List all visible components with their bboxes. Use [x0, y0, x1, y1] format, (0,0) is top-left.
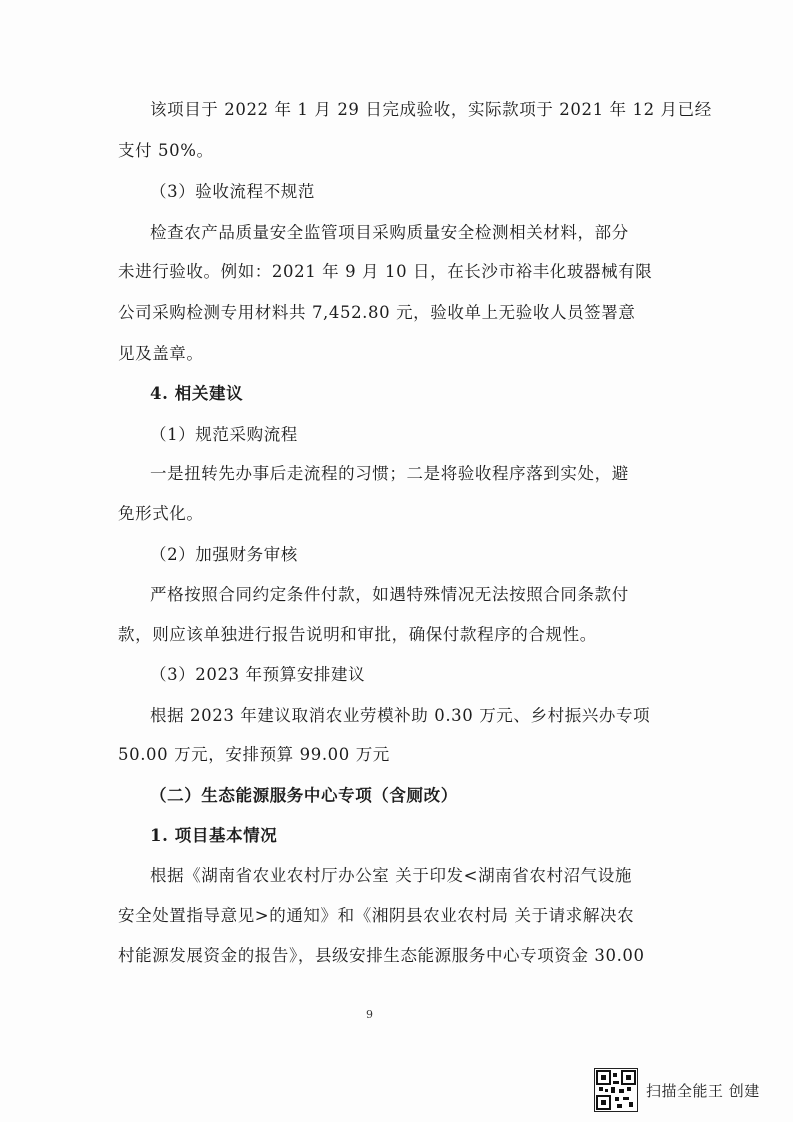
page-number: 9	[366, 1008, 373, 1021]
subsection-heading: （3）2023 年预算安排建议	[150, 665, 366, 684]
paragraph-line: 根据《湖南省农业农村厅办公室 关于印发<湖南省农村沼气设施	[150, 866, 632, 885]
brand-text: 扫描全能王 创建	[646, 1081, 760, 1100]
subsection-heading: （2）加强财务审核	[150, 545, 298, 564]
qr-code-icon	[594, 1068, 638, 1112]
paragraph-line: 未进行验收。例如：2021 年 9 月 10 日，在长沙市裕丰化玻器械有限	[118, 262, 653, 281]
paragraph-line: 公司采购检测专用材料共 7,452.80 元，验收单上无验收人员签署意	[118, 303, 636, 322]
paragraph-line: 免形式化。	[118, 504, 204, 523]
paragraph-line: 根据 2023 年建议取消农业劳模补助 0.30 万元、乡村振兴办专项	[150, 706, 651, 725]
section-heading: 1. 项目基本情况	[150, 826, 278, 845]
paragraph-line: 见及盖章。	[118, 344, 204, 363]
paragraph-line: 检查农产品质量安全监管项目采购质量安全检测相关材料，部分	[150, 223, 629, 242]
paragraph-line: 50.00 万元，安排预算 99.00 万元	[118, 745, 390, 764]
section-heading: 4. 相关建议	[150, 384, 244, 403]
paragraph-line: 安全处置指导意见>的通知》和《湘阴县农业农村局 关于请求解决农	[118, 906, 635, 925]
subsection-heading: （1）规范采购流程	[150, 425, 298, 444]
paragraph-line: 严格按照合同约定条件付款，如遇特殊情况无法按照合同条款付	[150, 585, 629, 604]
paragraph-line: 一是扭转先办事后走流程的习惯；二是将验收程序落到实处，避	[150, 464, 629, 483]
paragraph-line: 款，则应该单独进行报告说明和审批，确保付款程序的合规性。	[118, 625, 597, 644]
paragraph-line: 支付 50%。	[118, 141, 214, 160]
scanner-watermark	[594, 1068, 760, 1112]
subsection-heading: （3）验收流程不规范	[150, 182, 315, 201]
paragraph-line: 该项目于 2022 年 1 月 29 日完成验收，实际款项于 2021 年 12 月已经	[150, 100, 712, 119]
section-heading: （二）生态能源服务中心专项（含厕改）	[150, 786, 458, 805]
paragraph-line: 村能源发展资金的报告》，县级安排生态能源服务中心专项资金 30.00	[118, 946, 645, 965]
